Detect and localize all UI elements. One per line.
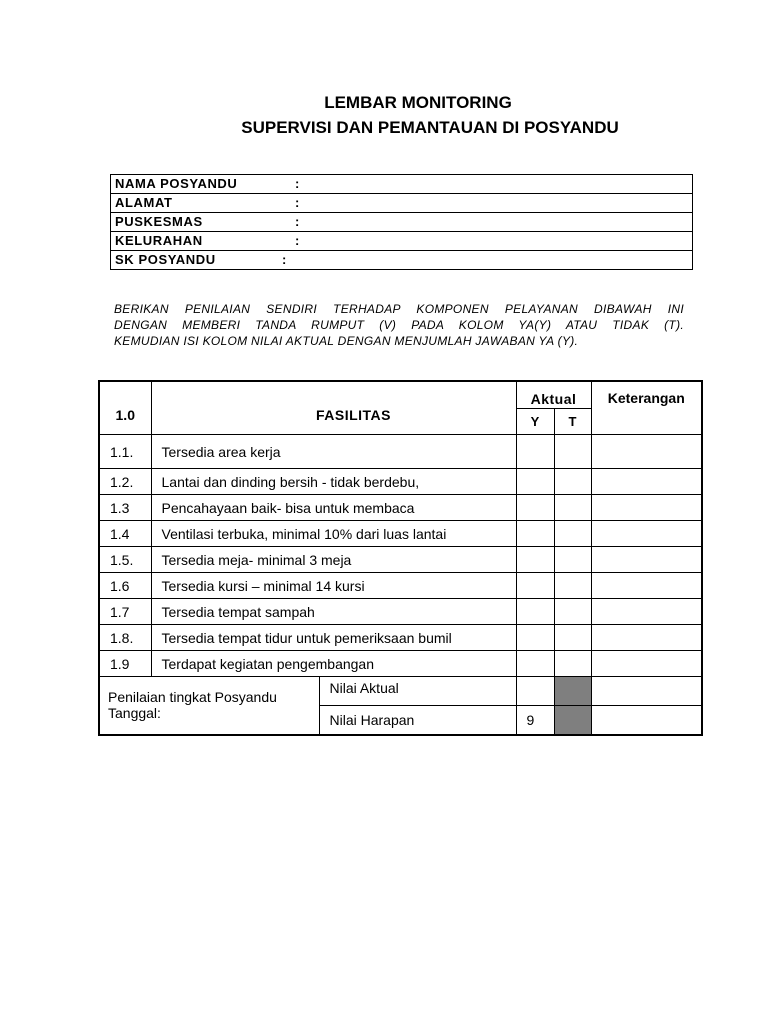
cell-y[interactable] [516,625,554,651]
info-separator: : [282,252,287,267]
table-row [99,599,702,625]
col-y-header: Y [516,409,554,435]
cell-t[interactable] [554,469,591,495]
table-row [99,521,702,547]
row-number: 1.1. [99,435,151,469]
row-number: 1.2. [99,469,151,495]
info-separator: : [295,233,300,248]
nilai-aktual-keterangan[interactable] [591,677,702,706]
info-label: SK POSYANDU [115,252,216,267]
penilaian-label: Penilaian tingkat Posyandu [108,689,277,706]
row-number: 1.3 [99,495,151,521]
cell-t[interactable] [554,521,591,547]
table-row [99,495,702,521]
shaded-cell [554,677,591,706]
cell-y[interactable] [516,599,554,625]
cell-y[interactable] [516,573,554,599]
instruction-line: DENGAN MEMBERI TANDA RUMPUT (V) PADA KOLOM YA(Y) ATAU TIDAK (T). [114,318,684,332]
row-text: Tersedia kursi – minimal 14 kursi [151,573,516,599]
info-label: PUSKESMAS [115,214,203,229]
nilai-harapan-label: Nilai Harapan [319,706,516,735]
info-row-nama [111,175,693,194]
row-text: Lantai dan dinding bersih - tidak berdebu, [151,469,516,495]
table-header-row [99,381,702,409]
cell-y[interactable] [516,495,554,521]
col-keterangan-header: Keterangan [591,381,702,435]
cell-y[interactable] [516,435,554,469]
cell-keterangan[interactable] [591,651,702,677]
cell-t[interactable] [554,495,591,521]
table-row [99,573,702,599]
info-separator: : [295,195,300,210]
row-number: 1.4 [99,521,151,547]
row-text: Terdapat kegiatan pengembangan [151,651,516,677]
cell-t[interactable] [554,547,591,573]
info-row-puskesmas [111,213,693,232]
info-row-alamat [111,194,693,213]
section-number: 1.0 [99,381,151,435]
cell-t[interactable] [554,435,591,469]
cell-t[interactable] [554,573,591,599]
table-row [99,651,702,677]
table-row [99,547,702,573]
table-row [99,625,702,651]
nilai-harapan-value: 9 [516,706,554,735]
info-separator: : [295,176,300,191]
cell-y[interactable] [516,521,554,547]
row-number: 1.8. [99,625,151,651]
row-number: 1.7 [99,599,151,625]
page-subtitle: SUPERVISI DAN PEMANTAUAN DI POSYANDU [241,118,619,137]
cell-t[interactable] [554,599,591,625]
info-row-sk [111,251,693,270]
penilaian-cell [99,677,319,735]
cell-y[interactable] [516,547,554,573]
posyandu-info-table [110,174,693,270]
info-separator: : [295,214,300,229]
col-aktual-header: Aktual [516,381,591,409]
nilai-aktual-value[interactable] [516,677,554,706]
instruction-line: KEMUDIAN ISI KOLOM NILAI AKTUAL DENGAN MENJUMLAH JAWABAN YA (Y). [114,334,579,348]
info-label: ALAMAT [115,195,173,210]
cell-keterangan[interactable] [591,599,702,625]
cell-keterangan[interactable] [591,435,702,469]
section-title: FASILITAS [151,381,516,435]
instruction-line: BERIKAN PENILAIAN SENDIRI TERHADAP KOMPONEN PELAYANAN DIBAWAH INI [114,302,684,316]
cell-t[interactable] [554,625,591,651]
cell-keterangan[interactable] [591,495,702,521]
info-row-kelurahan [111,232,693,251]
row-number: 1.6 [99,573,151,599]
nilai-aktual-row [99,677,702,706]
cell-keterangan[interactable] [591,573,702,599]
instructions [114,301,684,349]
nilai-harapan-keterangan[interactable] [591,706,702,735]
cell-t[interactable] [554,651,591,677]
shaded-cell [554,706,591,735]
fasilitas-table-body [98,380,703,736]
row-number: 1.5. [99,547,151,573]
cell-keterangan[interactable] [591,469,702,495]
page-title: LEMBAR MONITORING [324,93,512,112]
info-label: KELURAHAN [115,233,203,248]
row-number: 1.9 [99,651,151,677]
table-row [99,469,702,495]
tanggal-label: Tanggal: [108,705,161,722]
cell-keterangan[interactable] [591,625,702,651]
cell-y[interactable] [516,469,554,495]
row-text: Pencahayaan baik- bisa untuk membaca [151,495,516,521]
row-text: Tersedia tempat tidur untuk pemeriksaan bumil [151,625,516,651]
nilai-aktual-label: Nilai Aktual [319,677,516,706]
row-text: Tersedia tempat sampah [151,599,516,625]
cell-keterangan[interactable] [591,521,702,547]
cell-keterangan[interactable] [591,547,702,573]
row-text: Tersedia area kerja [151,435,516,469]
row-text: Tersedia meja- minimal 3 meja [151,547,516,573]
col-t-header: T [554,409,591,435]
row-text: Ventilasi terbuka, minimal 10% dari luas lantai [151,521,516,547]
info-label: NAMA POSYANDU [115,176,238,191]
table-row [99,435,702,469]
cell-y[interactable] [516,651,554,677]
